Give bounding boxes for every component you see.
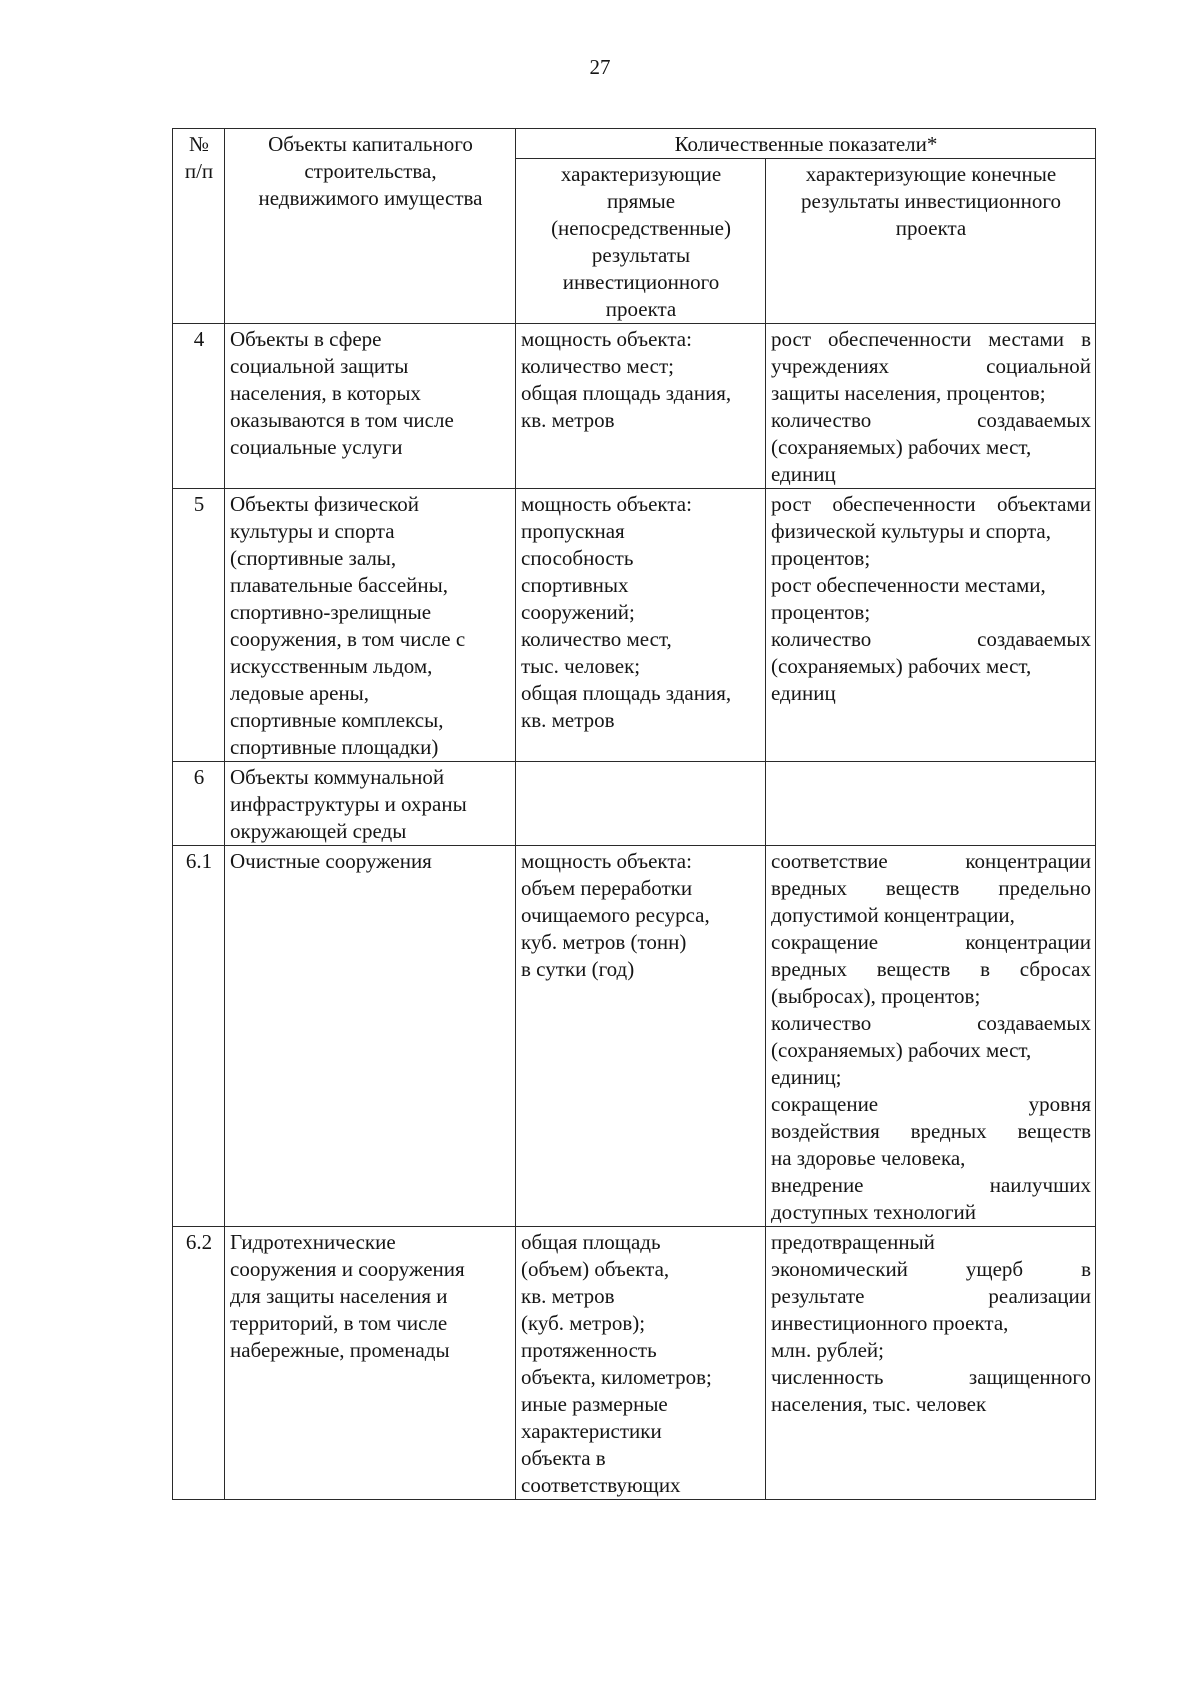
text-line: (объем) объекта, [521, 1257, 670, 1281]
text-line: инвестиционного [562, 270, 720, 294]
text-line: Объекты коммунальной [230, 765, 445, 789]
text-line: численность защищенного [771, 1365, 1091, 1389]
row-number-cell: 4 [173, 324, 225, 489]
table-row [173, 324, 1096, 489]
text-line: процентов; [771, 546, 871, 570]
row-number-cell: 6.2 [173, 1227, 225, 1500]
text-line: на здоровье человека, [771, 1146, 966, 1170]
investment-indicators-table [172, 128, 1096, 1500]
text-line: защиты населения, процентов; [771, 381, 1046, 405]
page-number: 27 [589, 55, 611, 79]
text-line: оказываются в том числе [230, 408, 454, 432]
text-line: сооружений; [521, 600, 635, 624]
text-line: единиц; [771, 1065, 842, 1089]
text-line: недвижимого имущества [258, 186, 483, 210]
text-line: набережные, променады [230, 1338, 450, 1362]
text-line: предотвращенный [771, 1230, 935, 1254]
text-line: доступных технологий [771, 1200, 977, 1224]
text-line: допустимой концентрации, [771, 903, 1015, 927]
text-line: тыс. человек; [521, 654, 641, 678]
object-cell [225, 846, 516, 1227]
text-line: количество мест, [521, 627, 672, 651]
text-line: (сохраняемых) рабочих мест, [771, 654, 1032, 678]
text-line: спортивно-зрелищные [230, 600, 432, 624]
header-direct-results [516, 159, 766, 324]
text-line: единиц [771, 462, 836, 486]
text-line: прямые [606, 189, 676, 213]
text-line: общая площадь здания, [521, 381, 732, 405]
header-number-lines [178, 131, 220, 185]
text-line: № [188, 132, 210, 156]
header-number [173, 129, 225, 324]
text-line: (куб. метров); [521, 1311, 646, 1335]
direct-results-cell [516, 489, 766, 762]
text-line: инвестиционного проекта, [771, 1311, 1009, 1335]
table-body [173, 324, 1096, 1500]
text-line: строительства, [304, 159, 437, 183]
text-line: инфраструктуры и охраны [230, 792, 467, 816]
text-line: культуры и спорта [230, 519, 395, 543]
table-row [173, 489, 1096, 762]
header-indicators: Количественные показатели* [516, 129, 1096, 159]
text-line: вредных веществ в сбросах [771, 957, 1091, 981]
text-line: протяженность [521, 1338, 657, 1362]
text-line: внедрение наилучших [771, 1173, 1091, 1197]
table-row [173, 1227, 1096, 1500]
object-cell [225, 489, 516, 762]
text-line: воздействия вредных веществ [771, 1119, 1091, 1143]
text-line: объем переработки [521, 876, 693, 900]
header-final-results [766, 159, 1096, 324]
text-line: характеризующие конечные [805, 162, 1057, 186]
text-line: Объекты физической [230, 492, 419, 516]
text-line: мощность объекта: [521, 327, 692, 351]
text-line: количество создаваемых [771, 627, 1091, 651]
table-row [173, 846, 1096, 1227]
text-line: вредных веществ предельно [771, 876, 1091, 900]
text-line: кв. метров [521, 408, 615, 432]
text-line: количество создаваемых [771, 408, 1091, 432]
text-line: количество создаваемых [771, 1011, 1091, 1035]
text-line: (сохраняемых) рабочих мест, [771, 435, 1032, 459]
final-results-cell [766, 1227, 1096, 1500]
text-line: плавательные бассейны, [230, 573, 448, 597]
final-results-cell [766, 762, 1096, 846]
text-line: куб. метров (тонн) [521, 930, 687, 954]
header-final-lines [771, 161, 1091, 242]
text-line: результате реализации [771, 1284, 1091, 1308]
text-line: характеризующие [560, 162, 722, 186]
text-line: социальной защиты [230, 354, 409, 378]
text-line: процентов; [771, 600, 871, 624]
text-line: мощность объекта: [521, 492, 692, 516]
text-line: (непосредственные) [551, 216, 731, 240]
text-line: Объекты в сфере [230, 327, 382, 351]
text-line: кв. метров [521, 1284, 615, 1308]
text-line: сооружения и сооружения [230, 1257, 465, 1281]
text-line: общая площадь [521, 1230, 661, 1254]
text-line: результаты [591, 243, 691, 267]
text-line: в сутки (год) [521, 957, 635, 981]
text-line: проекта [895, 216, 967, 240]
text-line: соответствие концентрации [771, 849, 1091, 873]
text-line: кв. метров [521, 708, 615, 732]
text-line: спортивные комплексы, [230, 708, 444, 732]
text-line: рост обеспеченности местами, [771, 573, 1046, 597]
header-objects-lines [230, 131, 511, 212]
text-line: спортивных [521, 573, 629, 597]
text-line: сокращение концентрации [771, 930, 1091, 954]
text-line: объекта в [521, 1446, 606, 1470]
text-line: результаты инвестиционного [801, 189, 1061, 213]
direct-results-cell [516, 846, 766, 1227]
text-line: млн. рублей; [771, 1338, 884, 1362]
text-line: Очистные сооружения [230, 849, 432, 873]
final-results-cell [766, 846, 1096, 1227]
text-line: населения, тыс. человек [771, 1392, 987, 1416]
text-line: территорий, в том числе [230, 1311, 448, 1335]
text-line: п/п [184, 159, 214, 183]
direct-results-cell [516, 1227, 766, 1500]
final-results-cell [766, 489, 1096, 762]
text-line: для защиты населения и [230, 1284, 448, 1308]
row-number-cell: 6.1 [173, 846, 225, 1227]
text-line: учреждениях социальной [771, 354, 1091, 378]
text-line: соответствующих [521, 1473, 681, 1497]
text-line: очищаемого ресурса, [521, 903, 710, 927]
text-line: ледовые арены, [230, 681, 370, 705]
text-line: общая площадь здания, [521, 681, 732, 705]
text-line: социальные услуги [230, 435, 403, 459]
text-line: экономический ущерб в [771, 1257, 1091, 1281]
text-line: характеристики [521, 1419, 662, 1443]
direct-results-cell [516, 324, 766, 489]
row-number-cell: 5 [173, 489, 225, 762]
object-cell [225, 1227, 516, 1500]
header-objects [225, 129, 516, 324]
table-row [173, 762, 1096, 846]
text-line: Объекты капитального [268, 132, 473, 156]
text-line: сооружения, в том числе с [230, 627, 466, 651]
text-line: искусственным льдом, [230, 654, 433, 678]
text-line: способность [521, 546, 634, 570]
text-line: проекта [605, 297, 677, 321]
table-header-row [173, 129, 1096, 159]
text-line: окружающей среды [230, 819, 407, 843]
text-line: спортивные площадки) [230, 735, 439, 759]
row-number-cell: 6 [173, 762, 225, 846]
text-line: (спортивные залы, [230, 546, 397, 570]
text-line: иные размерные [521, 1392, 668, 1416]
object-cell [225, 762, 516, 846]
object-cell [225, 324, 516, 489]
text-line: рост обеспеченности объектами [771, 492, 1091, 516]
text-line: (выбросах), процентов; [771, 984, 981, 1008]
text-line: (сохраняемых) рабочих мест, [771, 1038, 1032, 1062]
text-line: населения, в которых [230, 381, 421, 405]
text-line: Гидротехнические [230, 1230, 396, 1254]
direct-results-cell [516, 762, 766, 846]
text-line: физической культуры и спорта, [771, 519, 1052, 543]
text-line: количество мест; [521, 354, 674, 378]
text-line: сокращение уровня [771, 1092, 1091, 1116]
text-line: рост обеспеченности местами в [771, 327, 1091, 351]
final-results-cell [766, 324, 1096, 489]
text-line: пропускная [521, 519, 625, 543]
text-line: единиц [771, 681, 836, 705]
header-direct-lines [521, 161, 761, 323]
text-line: объекта, километров; [521, 1365, 712, 1389]
text-line: мощность объекта: [521, 849, 692, 873]
